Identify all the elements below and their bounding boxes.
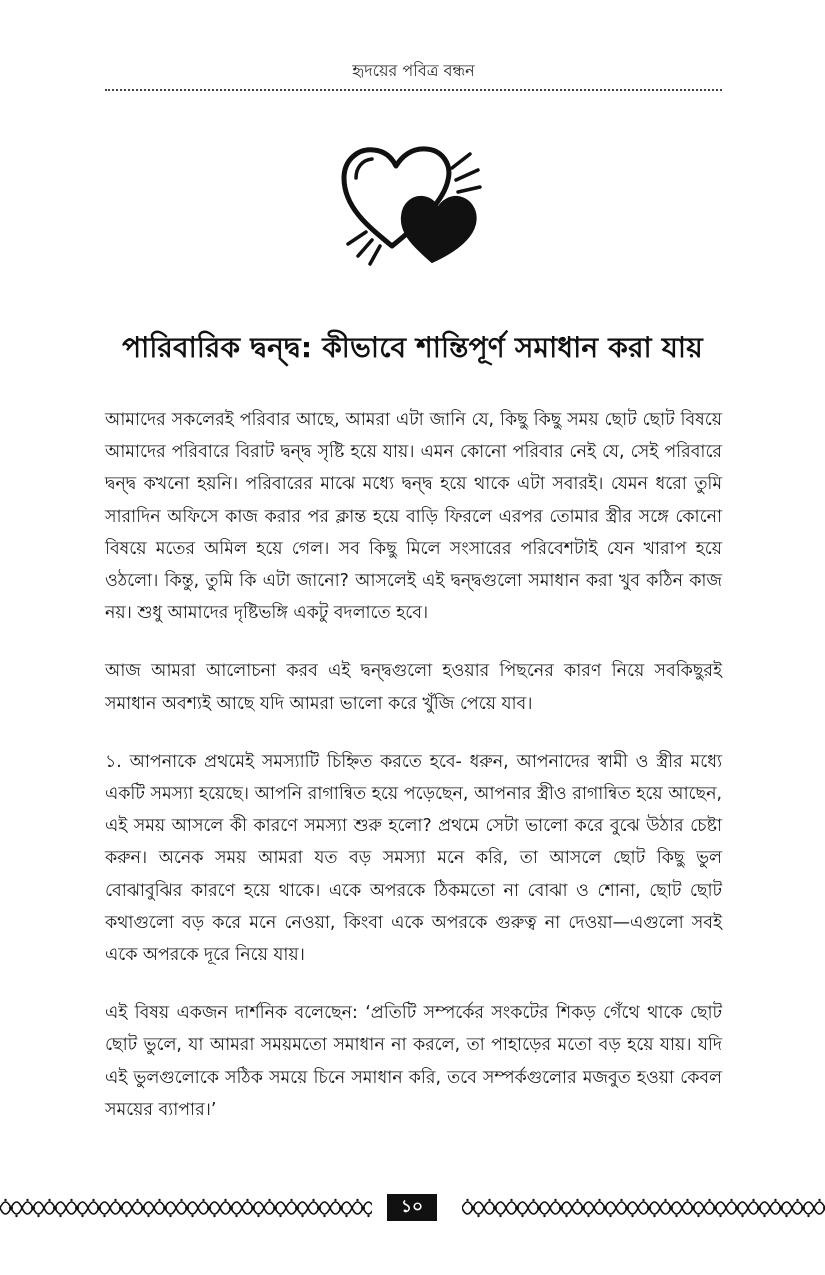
lattice-ornament-left xyxy=(0,1194,372,1222)
page-number: ১০ xyxy=(387,1194,437,1221)
paragraph-topic: আজ আমরা আলোচনা করব এই দ্বন্দ্বগুলো হওয়ার পিছনের কারণ নিয়ে সবকিছুরই সমাধান অবশ্যই আছে যদি আমরা ভালো করে খুঁজি পেয়ে যাব। xyxy=(105,661,722,714)
body-text xyxy=(105,404,722,1152)
lattice-ornament-right xyxy=(462,1194,825,1222)
page-footer xyxy=(0,1190,825,1226)
paragraph-quote: এই বিষয় একজন দার্শনিক বলেছেন: ‘প্রতিটি সম্পর্কের সংকটের শিকড় গেঁথে থাকে ছোট ছোট ভুলে, যা আমরা সময়মতো সমাধান না করলে, তা পাহাড়ের মতো বড় হয়ে যায়। যদি এই ভুলগুলোকে সঠিক সময়ে চিনে সমাধান করি, তবে সম্পর্কগুলোর মজবুত হওয়া কেবল সময়ের ব্যাপার।’ xyxy=(105,1003,722,1120)
chapter-title: পারিবারিক দ্বন্দ্ব: কীভাবে শান্তিপূর্ণ সমাধান করা যায় xyxy=(122,331,703,364)
header-divider xyxy=(105,89,722,91)
paragraph-point-1: ১. আপনাকে প্রথমেই সমস্যাটি চিহ্নিত করতে হবে- ধরুন, আপনাদের স্বামী ও স্ত্রীর মধ্যে একটি সমস্যা হয়েছে। আপনি রাগান্বিত হয়ে পড়েছেন, আপনার স্ত্রীও রাগান্বিত হয়ে আছেন, এই সময় আসলে কী কারণে সমস্যা শুরু হলো? প্রথমে সেটা ভালো করে বুঝে উঠার চেষ্টা করুন। অনেক সময় আমরা যত বড় সমস্যা মনে করি, তা আসলে ছোট কিছু ভুল বোঝাবুঝির কারণে হয়ে থাকে। একে অপরকে ঠিকমতো না বোঝা ও শোনা, ছোট ছোট কথাগুলো বড় করে মনে নেওয়া, কিংবা একে অপরকে গুরুত্ব না দেওয়া—এগুলো সবই একে অপরকে দূরে নিয়ে যায়। xyxy=(105,751,722,966)
paragraph-intro: আমাদের সকলেরই পরিবার আছে, আমরা এটা জানি যে, কিছু কিছু সময় ছোট ছোট বিষয়ে আমাদের পরিবারে বিরাট দ্বন্দ্ব সৃষ্টি হয়ে যায়। এমন কোনো পরিবার নেই যে, সেই পরিবারে দ্বন্দ্ব কখনো হয়নি। পরিবারের মাঝে মধ্যে দ্বন্দ্ব হয়ে থাকে এটা সবারই। যেমন ধরো তুমি সারাদিন অফিসে কাজ করার পর ক্লান্ত হয়ে বাড়ি ফিরলে এরপর তোমার স্ত্রীর সঙ্গে কোনো বিষয়ে মতের অমিল হয়ে গেল। সব কিছু মিলে সংসারের পরিবেশটাই যেন খারাপ হয়ে ওঠলো। কিন্তু, তুমি কি এটা জানো? আসলেই এই দ্বন্দ্বগুলো সমাধান করা খুব কঠিন কাজ নয়। শুধু আমাদের দৃষ্টিভঙ্গি একটু বদলাতে হবে। xyxy=(105,410,722,624)
running-header: হৃদয়ের পবিত্র বন্ধন xyxy=(352,61,475,80)
two-hearts-icon xyxy=(330,138,490,268)
